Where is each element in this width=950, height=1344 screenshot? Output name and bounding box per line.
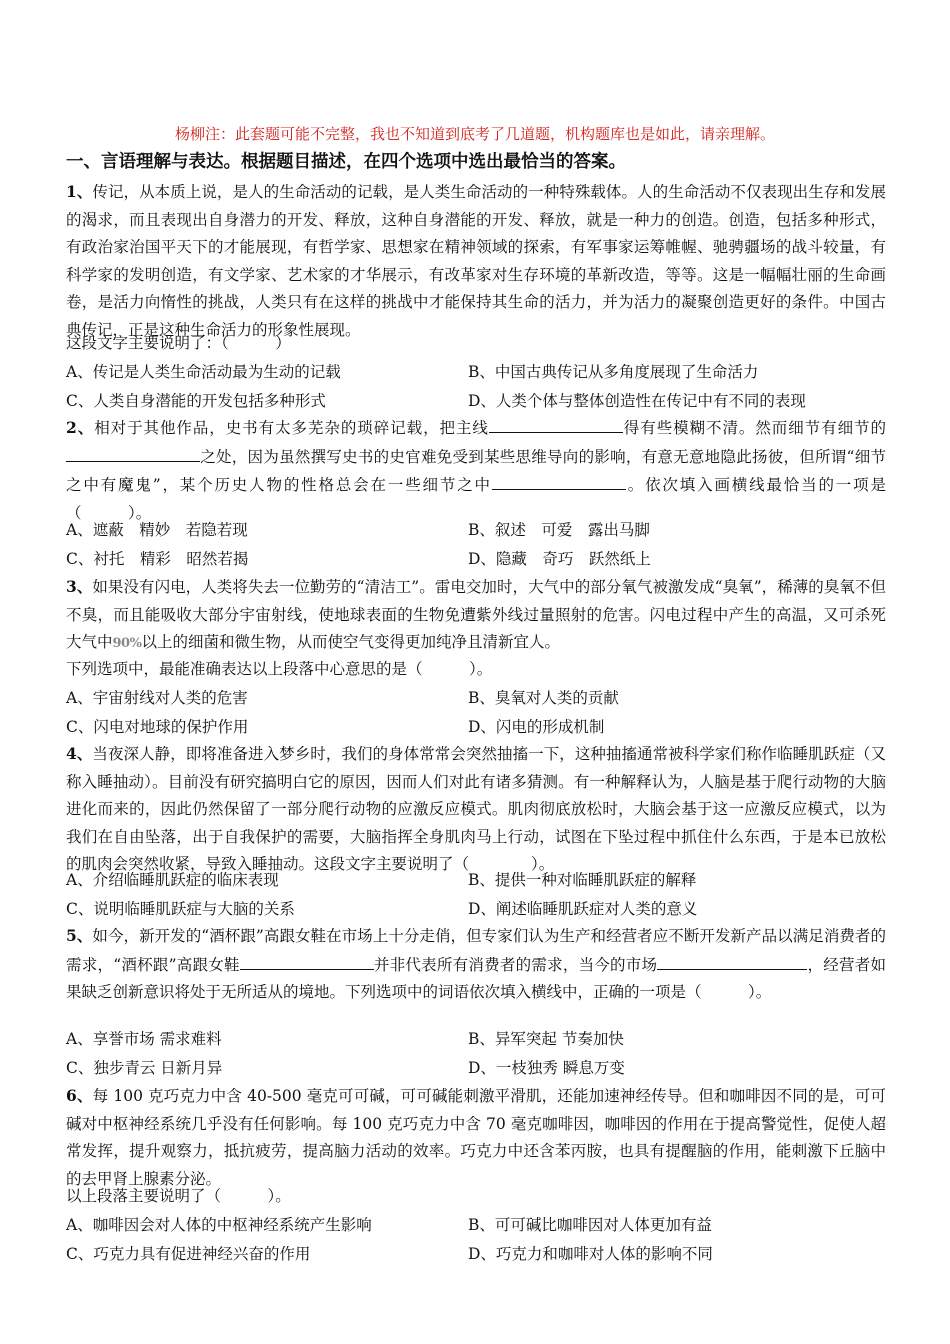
editor-note: 杨柳注：此套题可能不完整，我也不知道到底考了几道题，机构题库也是如此，请亲理解。 xyxy=(174,125,775,143)
question-number: 2 xyxy=(66,418,77,437)
question-5-option-b: B、异军突起 节奏加快 xyxy=(468,1030,624,1048)
question-3-text: 3、如果没有闪电，人类将失去一位勤劳的“清洁工”。雷电交加时，大气中的部分氧气被激发成“臭氧”，稀薄的臭氧不但不臭，而且能吸收大部分宇宙射线，使地球表面的生物免遭紫外线过量照射的危害。闪电过程中产生的高温，又可杀死大气中90%以上的细菌和微生物，从而使空气变得更加纯净且清新宜人。 xyxy=(66,577,886,651)
question-3-option-d: D、闪电的形成机制 xyxy=(468,718,605,736)
question-1-option-d: D、人类个体与整体创造性在传记中有不同的表现 xyxy=(468,392,806,410)
section-title: 一、言语理解与表达。根据题目描述，在四个选项中选出最恰当的答案。 xyxy=(66,152,626,172)
question-2-text: 2、相对于其他作品，史书有太多芜杂的琐碎记载，把主线 得有些模糊不清。然而细节有细节的之处，因为虽然撰写史书的史官难免受到某些思维导向的影响，有意无意地隐此扬彼，但所谓“细节之中有魔鬼”，某个历史人物的性格总会在一些细节之中 。依次填入画横线最恰当的一项是（ ）。 xyxy=(66,414,886,527)
question-body-part: 如果没有闪电，人类将失去一位勤劳的“清洁工”。雷电交加时，大气中的部分氧气被激发成“臭氧”，稀薄的臭氧不但不臭，而且能吸收大部分宇宙射线，使地球表面的生物免遭紫外线过量照射的危害。闪电过程中产生的高温，又可杀死大气中 xyxy=(66,578,886,651)
question-4-option-b: B、提供一种对临睡肌跃症的解释 xyxy=(468,871,697,889)
question-1-option-c: C、人类自身潜能的开发包括多种形式 xyxy=(66,392,326,410)
question-body-part: 。依次填入画横线最恰当的一项是（ ）。 xyxy=(66,476,886,522)
question-6-option-d: D、巧克力和咖啡对人体的影响不同 xyxy=(468,1245,713,1263)
question-2-option-b: B、叙述 可爱 露出马脚 xyxy=(468,521,650,539)
question-3-option-b: B、臭氧对人类的贡献 xyxy=(468,689,619,707)
fill-blank-3 xyxy=(492,471,626,490)
question-4-text: 4、当夜深人静，即将准备进入梦乡时，我们的身体常常会突然抽搐一下，这种抽搐通常被科学家们称作临睡肌跃症（又称入睡抽动）。目前没有研究搞明白它的原因，因而人们对此有诸多猜测。有一种解释认为，人脑是基于爬行动物的大脑进化而来的，因此仍然保留了一部分爬行动物的应激反应模式。肌肉彻底放松时，大脑会基于这一应激反应模式，以为我们在自由坠落，出于自我保护的需要，大脑指挥全身肌肉马上行动，试图在下坠过程中抓住什么东西，于是本已放松的肌肉会突然收紧，导致入睡抽动。这段文字主要说明了（ ）。 xyxy=(66,744,886,873)
question-body: 每 100 克巧克力中含 40-500 毫克可可碱，可可碱能刺激平滑肌，还能加速神经传导。但和咖啡因不同的是，可可碱对中枢神经系统几乎没有任何影响。每 100 克巧克力中含 70 毫克咖啡因，咖啡因的作用在于提高警觉性，促使人超常发挥，提升观察力，抵抗疲劳，提高脑力活动的效率。巧克力中还含苯丙胺，也具有提醒脑的作用，能刺激下丘脑中的去甲肾上腺素分泌。 xyxy=(66,1087,886,1188)
question-number: 1 xyxy=(66,182,77,201)
fill-blank-2 xyxy=(66,443,200,462)
question-1-stem: 这段文字主要说明了：（ ） xyxy=(66,334,291,352)
question-body-part: 相对于其他作品，史书有太多芜杂的琐碎记载，把主线 xyxy=(94,419,489,437)
question-3-stem: 下列选项中，最能准确表达以上段落中心意思的是（ ）。 xyxy=(66,660,493,678)
question-body-part: ，经营者如果缺乏创新意识将处于无所适从的境地。下列选项中的词语依次填入横线中，正确的一项是（ ）。 xyxy=(66,955,886,1001)
question-6-stem: 以上段落主要说明了（ ）。 xyxy=(66,1187,291,1205)
question-1-option-b: B、中国古典传记从多角度展现了生命活力 xyxy=(468,363,759,381)
fill-blank-1 xyxy=(489,414,623,433)
question-body: 当夜深人静，即将准备进入梦乡时，我们的身体常常会突然抽搐一下，这种抽搐通常被科学家们称作临睡肌跃症（又称入睡抽动）。目前没有研究搞明白它的原因，因而人们对此有诸多猜测。有一种解释认为，人脑是基于爬行动物的大脑进化而来的，因此仍然保留了一部分爬行动物的应激反应模式。肌肉彻底放松时，大脑会基于这一应激反应模式，以为我们在自由坠落，出于自我保护的需要，大脑指挥全身肌肉马上行动，试图在下坠过程中抓住什么东西，于是本已放松的肌肉会突然收紧，导致入睡抽动。这段文字主要说明了（ ）。 xyxy=(66,745,886,873)
question-2-option-c: C、衬托 精彩 昭然若揭 xyxy=(66,550,249,568)
question-4-option-a: A、介绍临睡肌跃症的临床表现 xyxy=(66,871,279,889)
fill-blank-2 xyxy=(657,951,807,970)
question-1-option-a: A、传记是人类生命活动最为生动的记载 xyxy=(66,363,341,381)
question-body-part: 如今，新开发的“酒杯跟”高跟女鞋在市场上十分走俏，但专家们认为生产和经营者应不断开发新产品以满足消费者的需求，“酒杯跟”高跟女鞋 xyxy=(66,927,886,974)
question-body-part: 以上的细菌和微生物，从而使空气变得更加纯净且清新宜人。 xyxy=(141,633,560,651)
question-number: 5 xyxy=(66,926,77,945)
question-body-part: 之处，因为虽然撰写史书的史官难免受到某些思维导向的影响，有意无意地隐此扬彼，但所谓“细节之中有魔鬼”，某个历史人物的性格总会在一些细节之中 xyxy=(66,447,886,494)
question-6-option-b: B、可可碱比咖啡因对人体更加有益 xyxy=(468,1216,712,1234)
question-5-option-c: C、独步青云 日新月异 xyxy=(66,1059,223,1077)
percent-figure: 90% xyxy=(112,636,142,651)
fill-blank-1 xyxy=(240,951,374,970)
question-5-option-a: A、享誉市场 需求难料 xyxy=(66,1030,222,1048)
question-number: 4 xyxy=(66,744,77,763)
question-3-option-c: C、闪电对地球的保护作用 xyxy=(66,718,249,736)
question-6-option-c: C、巧克力具有促进神经兴奋的作用 xyxy=(66,1245,311,1263)
question-3-option-a: A、宇宙射线对人类的危害 xyxy=(66,689,248,707)
question-body-part: 得有些模糊不清。然而细节有细节的 xyxy=(622,419,886,437)
question-5-text: 5、如今，新开发的“酒杯跟”高跟女鞋在市场上十分走俏，但专家们认为生产和经营者应不断开发新产品以满足消费者的需求，“酒杯跟”高跟女鞋 并非代表所有消费者的需求，当今的市场 ，经营者如果缺乏创新意识将处于无所适从的境地。下列选项中的词语依次填入横线中，正确的一项是（ ）。 xyxy=(66,926,886,1001)
question-number: 3 xyxy=(66,577,77,596)
question-body-part: 并非代表所有消费者的需求，当今的市场 xyxy=(373,955,658,974)
question-2-option-a: A、遮蔽 精妙 若隐若现 xyxy=(66,521,248,539)
question-number: 6 xyxy=(66,1086,77,1105)
question-5-option-d: D、一枝独秀 瞬息万变 xyxy=(468,1059,625,1077)
question-2-option-d: D、隐藏 奇巧 跃然纸上 xyxy=(468,550,651,568)
question-6-option-a: A、咖啡因会对人体的中枢神经系统产生影响 xyxy=(66,1216,372,1234)
question-body: 传记，从本质上说，是人的生命活动的记载，是人类生命活动的一种特殊载体。人的生命活动不仅表现出生存和发展的渴求，而且表现出自身潜力的开发、释放，这种自身潜能的开发、释放，就是一种力的创造。创造，包括多种形式，有政治家治国平天下的才能展现，有哲学家、思想家在精神领域的探索，有军事家运筹帷幄、驰骋疆场的战斗较量，有科学家的发明创造，有文学家、艺术家的才华展示，有改革家对生存环境的革新改造，等等。这是一幅幅壮丽的生命画卷，是活力向惰性的挑战，人类只有在这样的挑战中才能保持其生命的活力，并为活力的凝聚创造更好的条件。中国古典传记，正是这种生命活力的形象性展现。 xyxy=(66,183,886,339)
question-4-option-d: D、阐述临睡肌跃症对人类的意义 xyxy=(468,900,698,918)
question-4-option-c: C、说明临睡肌跃症与大脑的关系 xyxy=(66,900,295,918)
question-6-text: 6、每 100 克巧克力中含 40-500 毫克可可碱，可可碱能刺激平滑肌，还能加速神经传导。但和咖啡因不同的是，可可碱对中枢神经系统几乎没有任何影响。每 100 克巧克力中含 70 毫克咖啡因，咖啡因的作用在于提高警觉性，促使人超常发挥，提升观察力，抵抗疲劳，提高脑力活动的效率。巧克力中还含苯丙胺，也具有提醒脑的作用，能刺激下丘脑中的去甲肾上腺素分泌。 xyxy=(66,1086,886,1188)
question-1-text: 1、传记，从本质上说，是人的生命活动的记载，是人类生命活动的一种特殊载体。人的生命活动不仅表现出生存和发展的渴求，而且表现出自身潜力的开发、释放，这种自身潜能的开发、释放，就是一种力的创造。创造，包括多种形式，有政治家治国平天下的才能展现，有哲学家、思想家在精神领域的探索，有军事家运筹帷幄、驰骋疆场的战斗较量，有科学家的发明创造，有文学家、艺术家的才华展示，有改革家对生存环境的革新改造，等等。这是一幅幅壮丽的生命画卷，是活力向惰性的挑战，人类只有在这样的挑战中才能保持其生命的活力，并为活力的凝聚创造更好的条件。中国古典传记，正是这种生命活力的形象性展现。 xyxy=(66,182,886,339)
